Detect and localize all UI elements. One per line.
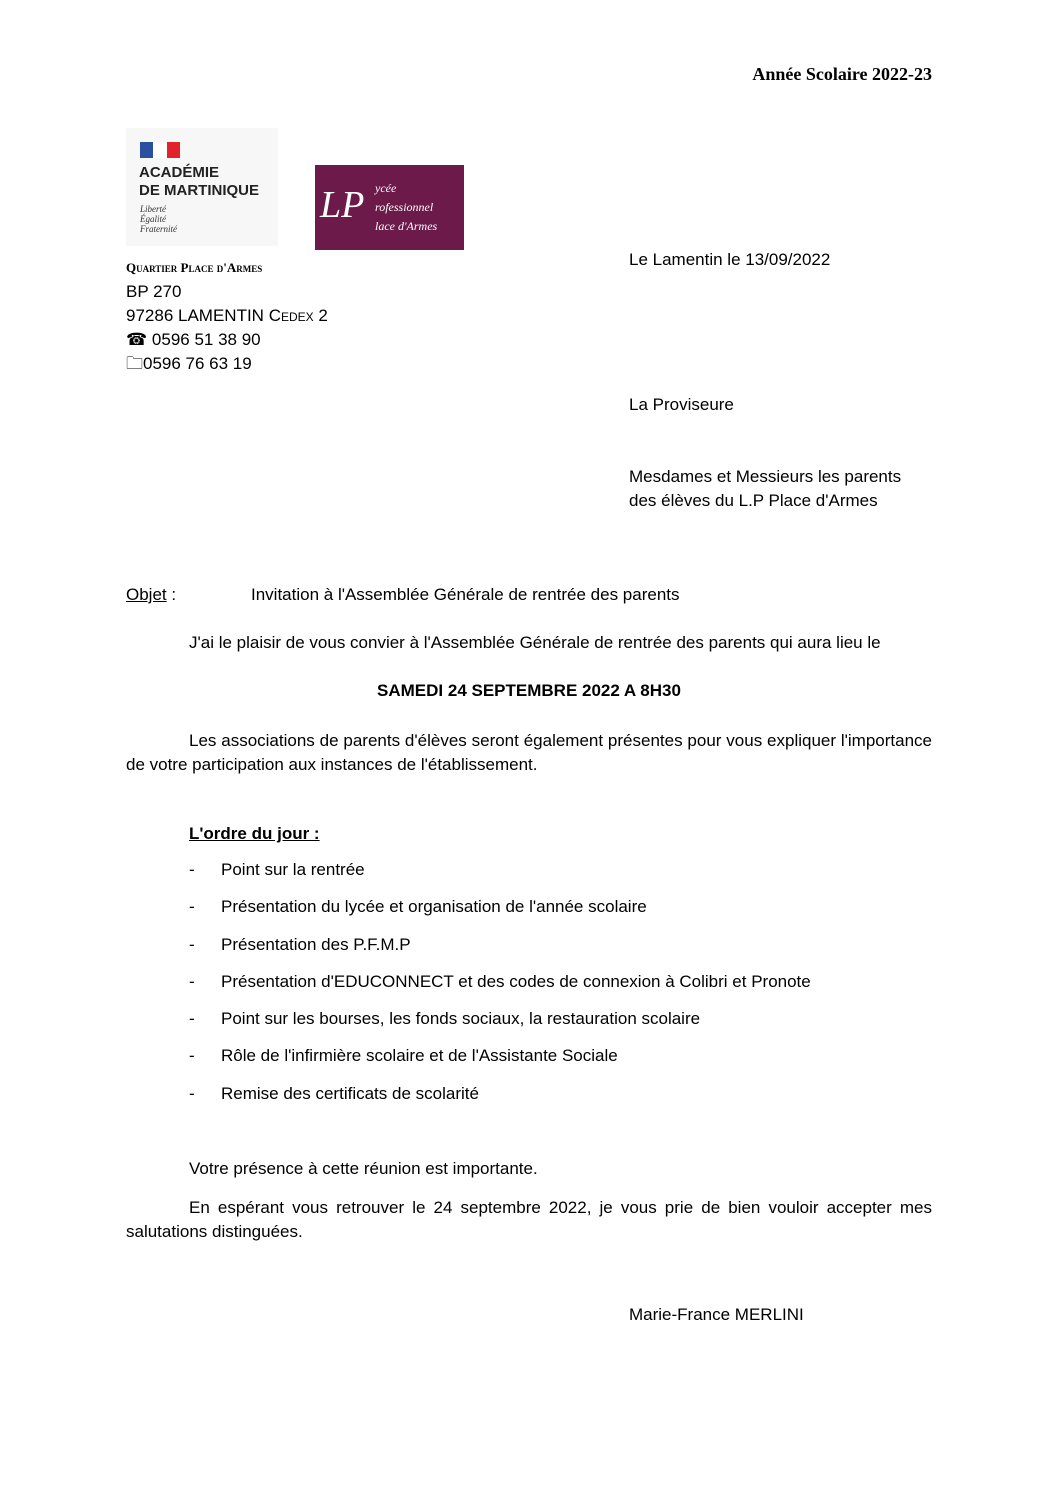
folder-icon: 🗀 bbox=[126, 354, 143, 373]
agenda-item: - Point sur la rentrée bbox=[189, 860, 365, 879]
agenda-item: - Présentation d'EDUCONNECT et des codes de connexion à Colibri et Pronote bbox=[189, 971, 811, 991]
agenda-item: - Remise des certificats de scolarité bbox=[189, 1083, 479, 1103]
agenda-item: - Présentation des P.F.M.P bbox=[189, 934, 411, 954]
agenda-item: - Présentation du lycée et organisation de l'année scolaire bbox=[189, 897, 647, 917]
motto-1: Liberté bbox=[140, 204, 166, 214]
agenda-item: - Point sur les bourses, les fonds sociaux, la restauration scolaire bbox=[189, 1009, 701, 1029]
motto-3: Fraternité bbox=[140, 224, 177, 234]
sender-address bbox=[126, 256, 328, 376]
agenda-list bbox=[189, 860, 811, 1121]
subject-colon: : bbox=[166, 585, 177, 604]
marianne-flag-icon bbox=[140, 142, 180, 158]
paragraph-invitation: J'ai le plaisir de vous convier à l'Assemblée Générale de rentrée des parents qui aura lieu le bbox=[189, 633, 881, 652]
subject-label bbox=[126, 585, 176, 605]
signature-name: Marie-France MERLINI bbox=[629, 1305, 804, 1324]
address-quarter: Quartier Place d'Armes bbox=[126, 260, 263, 275]
fax-number: 0596 76 63 19 bbox=[143, 354, 252, 373]
lycee-line2: rofessionnel bbox=[375, 200, 434, 214]
academie-line1: ACADÉMIE bbox=[139, 164, 220, 181]
lycee-line1: ycée bbox=[375, 181, 397, 195]
agenda-title: L'ordre du jour : bbox=[189, 824, 320, 843]
recipient-line1: Mesdames et Messieurs les parents bbox=[629, 467, 902, 486]
subject-label-text: Objet bbox=[126, 585, 167, 604]
recipient bbox=[629, 465, 901, 513]
address-bp: BP 270 bbox=[126, 282, 182, 301]
academie-logo bbox=[126, 128, 278, 246]
phone-icon: ☎ bbox=[126, 330, 148, 349]
motto-2: Égalité bbox=[140, 214, 166, 224]
place-date: Le Lamentin le 13/09/2022 bbox=[629, 250, 831, 269]
lycee-line3: lace d'Armes bbox=[375, 219, 438, 233]
address-city: 97286 LAMENTIN bbox=[126, 306, 264, 325]
paragraph-closing: En espérant vous retrouver le 24 septembre 2022, je vous prie de bien vouloir accepter mes salutations distinguées. bbox=[126, 1198, 932, 1241]
lycee-initials: LP bbox=[320, 184, 365, 226]
meeting-date: SAMEDI 24 SEPTEMBRE 2022 A 8H30 bbox=[377, 681, 681, 700]
paragraph-importance: Votre présence à cette réunion est importante. bbox=[189, 1159, 538, 1178]
lycee-logo bbox=[315, 165, 464, 250]
subject-text: Invitation à l'Assemblée Générale de rentrée des parents bbox=[251, 585, 680, 604]
paragraph-associations: Les associations de parents d'élèves seront également présentes pour vous expliquer l'importance de votre participation aux instances de l'établissement. bbox=[126, 731, 932, 774]
school-year: Année Scolaire 2022-23 bbox=[752, 64, 932, 84]
address-cedex: Cedex 2 bbox=[268, 306, 328, 325]
phone-number: 0596 51 38 90 bbox=[151, 330, 261, 349]
recipient-line2: des élèves du L.P Place d'Armes bbox=[629, 491, 878, 510]
academie-line2: DE MARTINIQUE bbox=[139, 182, 259, 199]
agenda-item: - Rôle de l'infirmière scolaire et de l'Assistante Sociale bbox=[189, 1046, 618, 1066]
sender-title: La Proviseure bbox=[629, 395, 734, 414]
